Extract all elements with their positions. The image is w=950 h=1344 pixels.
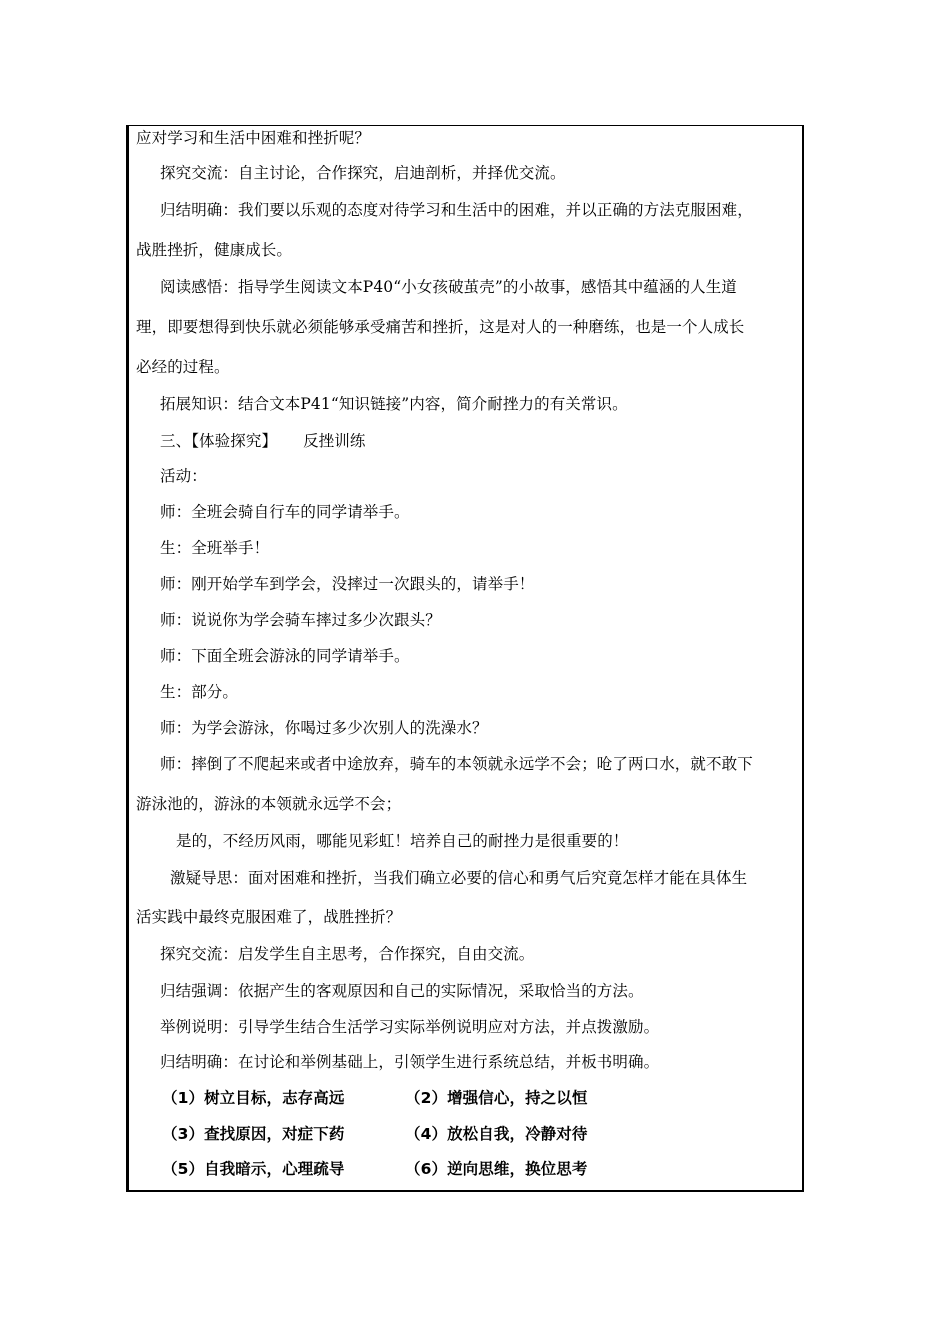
text-line: 激疑导思：面对困难和挫折，当我们确立必要的信心和勇气后究竟怎样才能在具体生 (170, 869, 748, 887)
text-line: 活实践中最终克服困难了，战胜挫折？ (136, 908, 402, 926)
dialogue-line: 师：说说你为学会骑车摔过多少次跟头？ (160, 611, 441, 629)
method-item: （6）逆向思维，换位思考 (405, 1160, 588, 1178)
text-line: 必经的过程。 (136, 358, 230, 376)
dialogue-line: 师：摔倒了不爬起来或者中途放弃，骑车的本领就永远学不会；呛了两口水，就不敢下 (160, 755, 753, 773)
text-line: 探究交流：自主讨论，合作探究，启迪剖析，并择优交流。 (160, 164, 566, 182)
text-line: 拓展知识：结合文本P41“知识链接”内容，简介耐挫力的有关常识。 (160, 395, 628, 413)
text-line: 战胜挫折，健康成长。 (136, 241, 293, 259)
text-line: 举例说明：引导学生结合生活学习实际举例说明应对方法，并点拨激励。 (160, 1018, 660, 1036)
method-item: （1）树立目标，志存高远 (162, 1089, 345, 1107)
method-item: （4）放松自我，冷静对待 (405, 1125, 588, 1143)
dialogue-line: 生：全班举手！ (160, 539, 270, 557)
text-line: 应对学习和生活中困难和挫折呢？ (136, 129, 371, 147)
text-line: 归结明确：在讨论和举例基础上，引领学生进行系统总结，并板书明确。 (160, 1053, 660, 1071)
dialogue-line: 师：刚开始学车到学会，没摔过一次跟头的，请举手！ (160, 575, 535, 593)
dialogue-line: 师：为学会游泳，你喝过多少次别人的洗澡水？ (160, 719, 488, 737)
text-line: 是的，不经历风雨，哪能见彩虹！培养自己的耐挫力是很重要的！ (176, 832, 629, 850)
dialogue-line: 生：部分。 (160, 683, 239, 701)
text-line: 阅读感悟：指导学生阅读文本P40“小女孩破茧壳”的小故事，感悟其中蕴涵的人生道 (160, 278, 737, 296)
text-line: 探究交流：启发学生自主思考，合作探究，自由交流。 (160, 945, 535, 963)
dialogue-line: 师：下面全班会游泳的同学请举手。 (160, 647, 410, 665)
section-heading (160, 431, 365, 451)
text-line: 归结明确：我们要以乐观的态度对待学习和生活中的困难，并以正确的方法克服困难， (160, 201, 753, 219)
text-line: 活动： (160, 467, 207, 485)
method-item: （2）增强信心，持之以恒 (405, 1089, 588, 1107)
text-line: 理，即要想得到快乐就必须能够承受痛苦和挫折，这是对人的一种磨练，也是一个人成长 (136, 318, 745, 336)
section-heading-label: 三、【体验探究】 (160, 432, 278, 450)
text-line: 归结强调：依据产生的客观原因和自己的实际情况，采取恰当的方法。 (160, 982, 644, 1000)
method-item: （3）查找原因，对症下药 (162, 1125, 345, 1143)
section-heading-subtitle: 反挫训练 (303, 432, 366, 450)
dialogue-line: 师：全班会骑自行车的同学请举手。 (160, 503, 410, 521)
method-item: （5）自我暗示，心理疏导 (162, 1160, 345, 1178)
dialogue-line: 游泳池的，游泳的本领就永远学不会； (136, 795, 402, 813)
